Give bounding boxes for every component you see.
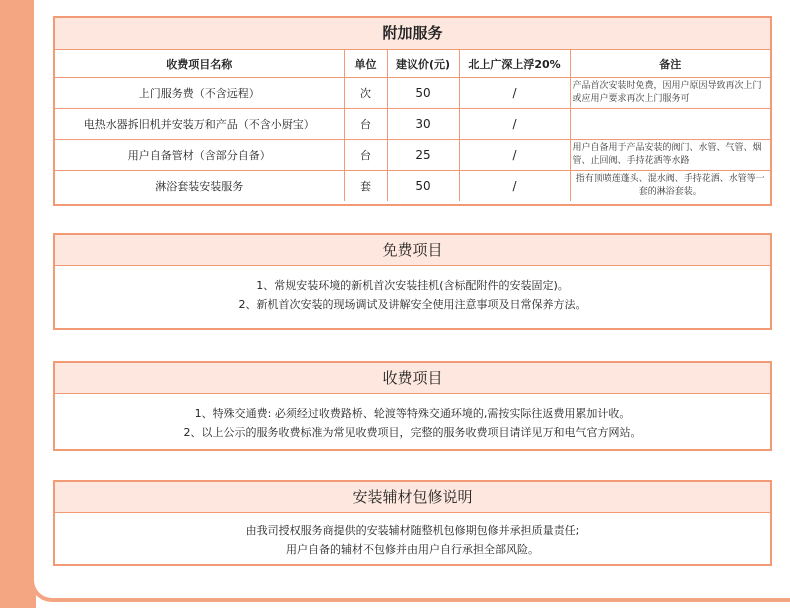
item-name-cell: 用户自备管材（含部分自备） [55,140,344,171]
col-header-note: 备注 [570,50,770,78]
price-cell: 50 [387,78,459,109]
table-row [55,78,770,109]
markup-cell: / [459,171,570,202]
unit-cell: 套 [344,171,387,202]
note-cell: 产品首次安装时免费，因用户原因导致再次上门或应用户要求再次上门服务可 [570,78,770,109]
col-header-item-name: 收费项目名称 [55,50,344,78]
price-cell: 30 [387,109,459,140]
paid-items-section [53,361,772,451]
additional-services-section [53,16,772,206]
price-cell: 50 [387,171,459,202]
markup-cell: / [459,78,570,109]
col-header-price: 建议价(元) [387,50,459,78]
warranty-section [53,480,772,566]
warranty-title: 安装辅材包修说明 [55,482,770,513]
free-items-section [53,233,772,330]
additional-services-title: 附加服务 [55,18,770,50]
warranty-line: 由我司授权服务商提供的安装辅材随整机包修期包修并承担质量责任; [245,524,580,537]
free-items-line: 2、新机首次安装的现场调试及讲解安全使用注意事项及日常保养方法。 [238,298,587,311]
paid-items-line: 1、特殊交通费: 必须经过收费路桥、轮渡等特殊交通环境的,需按实际往返费用累加计收。 [194,407,631,420]
markup-cell: / [459,140,570,171]
table-row [55,171,770,202]
item-name-cell: 淋浴套装安装服务 [55,171,344,202]
item-name-cell: 电热水器拆旧机并安装万和产品（不含小厨宝） [55,109,344,140]
paid-items-title: 收费项目 [55,363,770,394]
unit-cell: 次 [344,78,387,109]
free-items-line: 1、常规安装环境的新机首次安装挂机(含标配附件的安装固定)。 [256,279,569,292]
warranty-line: 用户自备的辅材不包修并由用户自行承担全部风险。 [286,543,539,556]
item-name-cell: 上门服务费（不含远程） [55,78,344,109]
unit-cell: 台 [344,109,387,140]
note-cell [570,109,770,140]
markup-cell: / [459,109,570,140]
note-cell: 用户自备用于产品安装的阀门、水管、气管、烟管、止回阀、手持花洒等水路 [570,140,770,171]
price-cell: 25 [387,140,459,171]
col-header-markup: 北上广深上浮20% [459,50,570,78]
table-row [55,140,770,171]
paid-items-line: 2、以上公示的服务收费标准为常见收费项目，完整的服务收费项目请详见万和电气官方网站。 [183,426,642,439]
table-header-row [55,50,770,78]
unit-cell: 台 [344,140,387,171]
col-header-unit: 单位 [344,50,387,78]
free-items-title: 免费项目 [55,235,770,266]
note-cell: 指有顶喷莲蓬头、混水阀、手持花洒、水管等一套的淋浴套装。 [570,171,770,202]
additional-services-table [55,50,770,201]
table-row [55,109,770,140]
